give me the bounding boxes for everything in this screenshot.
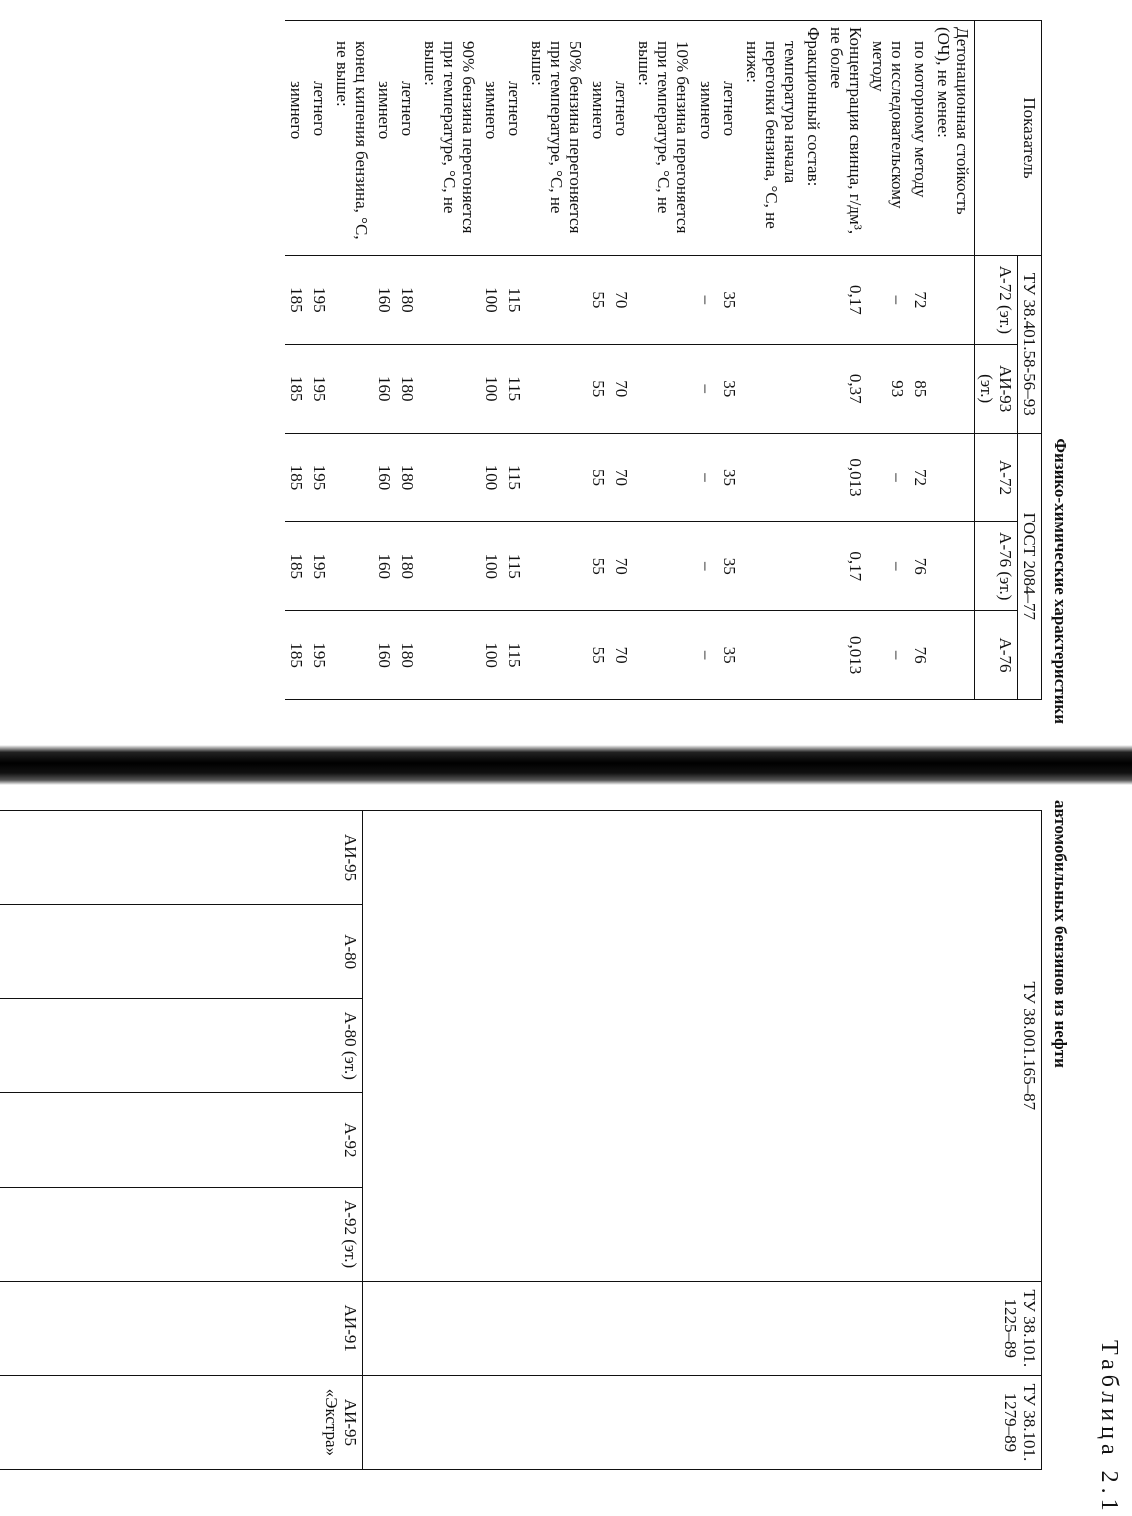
row-label: зимнего [587, 21, 610, 256]
value-cell [741, 433, 802, 522]
value-cell [633, 256, 694, 345]
table-row [867, 21, 909, 700]
table-row [718, 21, 741, 700]
value-cell: 0,37 [825, 344, 867, 433]
row-label: 90% бензина перегоняется при температуре, °С, не выше: [419, 21, 480, 256]
value-cell [419, 256, 480, 345]
value-cell [802, 611, 825, 700]
value-cell: 72 [909, 256, 932, 345]
value-cell [331, 522, 373, 611]
value-cell: 100 [480, 344, 503, 433]
column-header: А-72 [974, 433, 1017, 522]
value-cell [331, 344, 373, 433]
value-cell [331, 611, 373, 700]
value-cell: 76 [909, 611, 932, 700]
value-cell: 185 [285, 611, 308, 700]
row-label: зимнего [373, 21, 396, 256]
value-cell: 100 [480, 611, 503, 700]
value-cell: 115 [503, 611, 526, 700]
value-cell: 55 [587, 522, 610, 611]
value-cell: 70 [610, 611, 633, 700]
value-cell: 185 [285, 522, 308, 611]
value-cell [419, 522, 480, 611]
column-header: АИ-95 [0, 811, 363, 905]
row-label: Фракционный состав: [802, 21, 825, 256]
row-label: зимнего [695, 21, 718, 256]
value-cell: 55 [587, 344, 610, 433]
column-header: А-80 [0, 905, 363, 999]
group-header: ТУ 38.401.58-56–93 [1017, 256, 1041, 434]
value-cell [932, 522, 975, 611]
value-cell: 35 [718, 256, 741, 345]
value-cell: 93 [867, 344, 909, 433]
value-cell: 0,17 [825, 256, 867, 345]
header-indicator: Показатель [974, 21, 1041, 256]
value-cell [526, 344, 587, 433]
column-header: АИ-93 (эт.) [974, 344, 1017, 433]
table-row [802, 21, 825, 700]
value-cell: – [695, 433, 718, 522]
value-cell: 70 [610, 522, 633, 611]
table-row [587, 21, 610, 700]
value-cell [802, 256, 825, 345]
value-cell: 35 [718, 522, 741, 611]
table-row [695, 21, 718, 700]
table-row [503, 21, 526, 700]
column-header: АИ-95 «Экстра» [0, 1375, 363, 1469]
row-label: зимнего [285, 21, 308, 256]
value-cell: 35 [718, 433, 741, 522]
value-cell [633, 522, 694, 611]
value-cell: 160 [373, 522, 396, 611]
value-cell: – [867, 522, 909, 611]
row-label: температура начала перегонки бензина, °С, не ниже: [741, 21, 802, 256]
row-label: 10% бензина перегоняется при температуре, °С, не выше: [633, 21, 694, 256]
left-table [285, 20, 1042, 700]
column-header: АИ-91 [0, 1281, 363, 1375]
value-cell [526, 433, 587, 522]
row-label: Концентрация свинца, г/дм³, не более [825, 21, 867, 256]
value-cell [802, 522, 825, 611]
value-cell [932, 433, 975, 522]
group-header: ТУ 38.101. 1279–89 [363, 1375, 1042, 1469]
value-cell: 185 [285, 256, 308, 345]
column-header: А-76 [974, 611, 1017, 700]
group-header: ТУ 38.001.165–87 [363, 811, 1042, 1282]
row-label: по моторному методу [909, 21, 932, 256]
value-cell: 195 [308, 522, 331, 611]
value-cell [331, 433, 373, 522]
value-cell: 115 [503, 522, 526, 611]
value-cell: 195 [308, 611, 331, 700]
column-header: А-72 (эт.) [974, 256, 1017, 345]
value-cell: 55 [587, 611, 610, 700]
row-label: летнего [610, 21, 633, 256]
table-row [308, 21, 331, 700]
value-cell: 35 [718, 344, 741, 433]
value-cell: 195 [308, 344, 331, 433]
value-cell: – [867, 433, 909, 522]
row-label: по исследовательскому методу [867, 21, 909, 256]
value-cell [331, 256, 373, 345]
right-table [0, 810, 1042, 1470]
value-cell: 85 [909, 344, 932, 433]
value-cell: 185 [285, 433, 308, 522]
row-label: летнего [308, 21, 331, 256]
value-cell [633, 611, 694, 700]
column-header: А-76 (эт.) [974, 522, 1017, 611]
value-cell [419, 433, 480, 522]
value-cell: 180 [396, 344, 419, 433]
value-cell [741, 344, 802, 433]
value-cell: 195 [308, 433, 331, 522]
row-label: летнего [396, 21, 419, 256]
value-cell: – [695, 611, 718, 700]
table-number: Таблица 2.1 [1096, 1340, 1122, 1516]
page-fold [0, 715, 1132, 810]
table-row [480, 21, 503, 700]
table-row [825, 21, 867, 700]
group-header: ГОСТ 2084–77 [1017, 433, 1041, 699]
value-cell: 55 [587, 433, 610, 522]
row-label: летнего [718, 21, 741, 256]
table-row [526, 21, 587, 700]
row-label: летнего [503, 21, 526, 256]
value-cell [419, 611, 480, 700]
table-row [396, 21, 419, 700]
value-cell: 180 [396, 522, 419, 611]
value-cell: 70 [610, 256, 633, 345]
value-cell: 180 [396, 256, 419, 345]
value-cell [526, 256, 587, 345]
value-cell [741, 522, 802, 611]
value-cell [419, 344, 480, 433]
table-row [741, 21, 802, 700]
value-cell [526, 611, 587, 700]
value-cell [741, 256, 802, 345]
value-cell: – [695, 522, 718, 611]
value-cell: – [867, 611, 909, 700]
value-cell: 180 [396, 611, 419, 700]
value-cell: 115 [503, 344, 526, 433]
table-row [932, 21, 975, 700]
value-cell [932, 611, 975, 700]
value-cell: 160 [373, 433, 396, 522]
value-cell: 180 [396, 433, 419, 522]
value-cell [932, 256, 975, 345]
value-cell [741, 611, 802, 700]
value-cell [802, 344, 825, 433]
value-cell [633, 433, 694, 522]
value-cell: 160 [373, 256, 396, 345]
value-cell: – [695, 256, 718, 345]
value-cell [526, 522, 587, 611]
value-cell: 185 [285, 344, 308, 433]
value-cell [932, 344, 975, 433]
value-cell: 55 [587, 256, 610, 345]
table-row [331, 21, 373, 700]
value-cell: 76 [909, 522, 932, 611]
value-cell: 195 [308, 256, 331, 345]
column-header: А-92 [0, 1093, 363, 1187]
column-header: А-92 (эт.) [0, 1187, 363, 1281]
table-row [909, 21, 932, 700]
value-cell: 35 [718, 611, 741, 700]
table-row [419, 21, 480, 700]
group-header: ТУ 38.101. 1225–89 [363, 1281, 1042, 1375]
row-label: Детонационная стойкость (ОЧ), не менее: [932, 21, 975, 256]
title-left-part: Физико-химические характеристики [1051, 438, 1070, 724]
value-cell: 115 [503, 433, 526, 522]
table-row [610, 21, 633, 700]
value-cell: 115 [503, 256, 526, 345]
value-cell: 70 [610, 344, 633, 433]
row-label: конец кипения бензина, °С, не выше: [331, 21, 373, 256]
value-cell: – [695, 344, 718, 433]
value-cell: 0,17 [825, 522, 867, 611]
value-cell [802, 433, 825, 522]
value-cell: 160 [373, 344, 396, 433]
value-cell: 0,013 [825, 433, 867, 522]
row-label: 50% бензина перегоняется при температуре, °С, не выше: [526, 21, 587, 256]
value-cell: 160 [373, 611, 396, 700]
title-right-part: автомобильных бензинов из нефти [1051, 800, 1070, 1068]
table-row [285, 21, 308, 700]
value-cell: 0,013 [825, 611, 867, 700]
value-cell [633, 344, 694, 433]
value-cell: 100 [480, 433, 503, 522]
value-cell: 100 [480, 522, 503, 611]
table-row [633, 21, 694, 700]
column-header: А-80 (эт.) [0, 999, 363, 1093]
value-cell: 100 [480, 256, 503, 345]
table-row [373, 21, 396, 700]
value-cell: – [867, 256, 909, 345]
value-cell: 72 [909, 433, 932, 522]
value-cell: 70 [610, 433, 633, 522]
row-label: зимнего [480, 21, 503, 256]
